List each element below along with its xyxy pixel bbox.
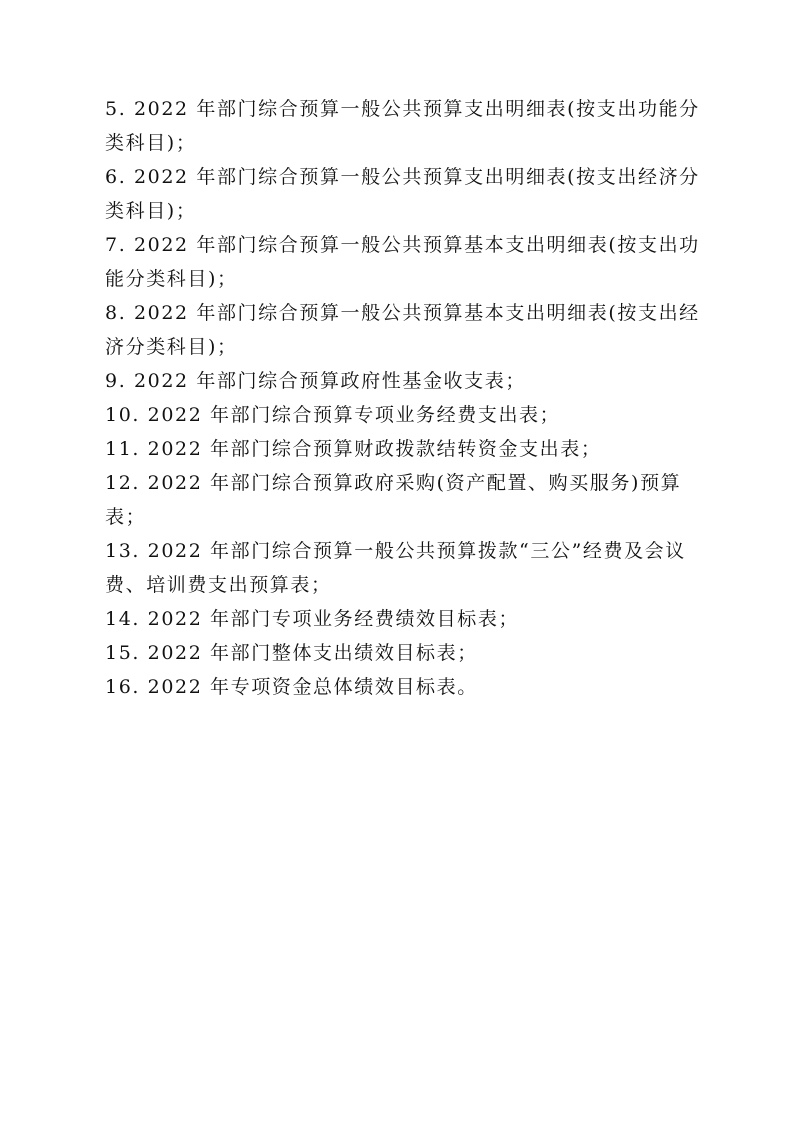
budget-table-list	[105, 92, 705, 704]
list-item: 11. 2022 年部门综合预算财政拨款结转资金支出表；	[105, 438, 602, 460]
list-item: 5. 2022 年部门综合预算一般公共预算支出明细表(按支出功能分类科目)；	[105, 98, 700, 154]
list-item: 9. 2022 年部门综合预算政府性基金收支表；	[105, 370, 526, 392]
list-item: 7. 2022 年部门综合预算一般公共预算基本支出明细表(按支出功能分类科目)；	[105, 234, 700, 290]
list-item: 6. 2022 年部门综合预算一般公共预算支出明细表(按支出经济分类科目)；	[105, 166, 700, 222]
list-item: 12. 2022 年部门综合预算政府采购(资产配置、购买服务)预算表；	[105, 472, 682, 528]
list-item: 16. 2022 年专项资金总体绩效目标表。	[105, 676, 478, 698]
list-item: 13. 2022 年部门综合预算一般公共预算拨款“三公”经费及会议费、培训费支出预算表；	[105, 540, 686, 596]
list-item: 15. 2022 年部门整体支出绩效目标表；	[105, 642, 478, 664]
list-item: 8. 2022 年部门综合预算一般公共预算基本支出明细表(按支出经济分类科目)；	[105, 302, 700, 358]
list-item: 14. 2022 年部门专项业务经费绩效目标表；	[105, 608, 520, 630]
list-item: 10. 2022 年部门综合预算专项业务经费支出表；	[105, 404, 561, 426]
